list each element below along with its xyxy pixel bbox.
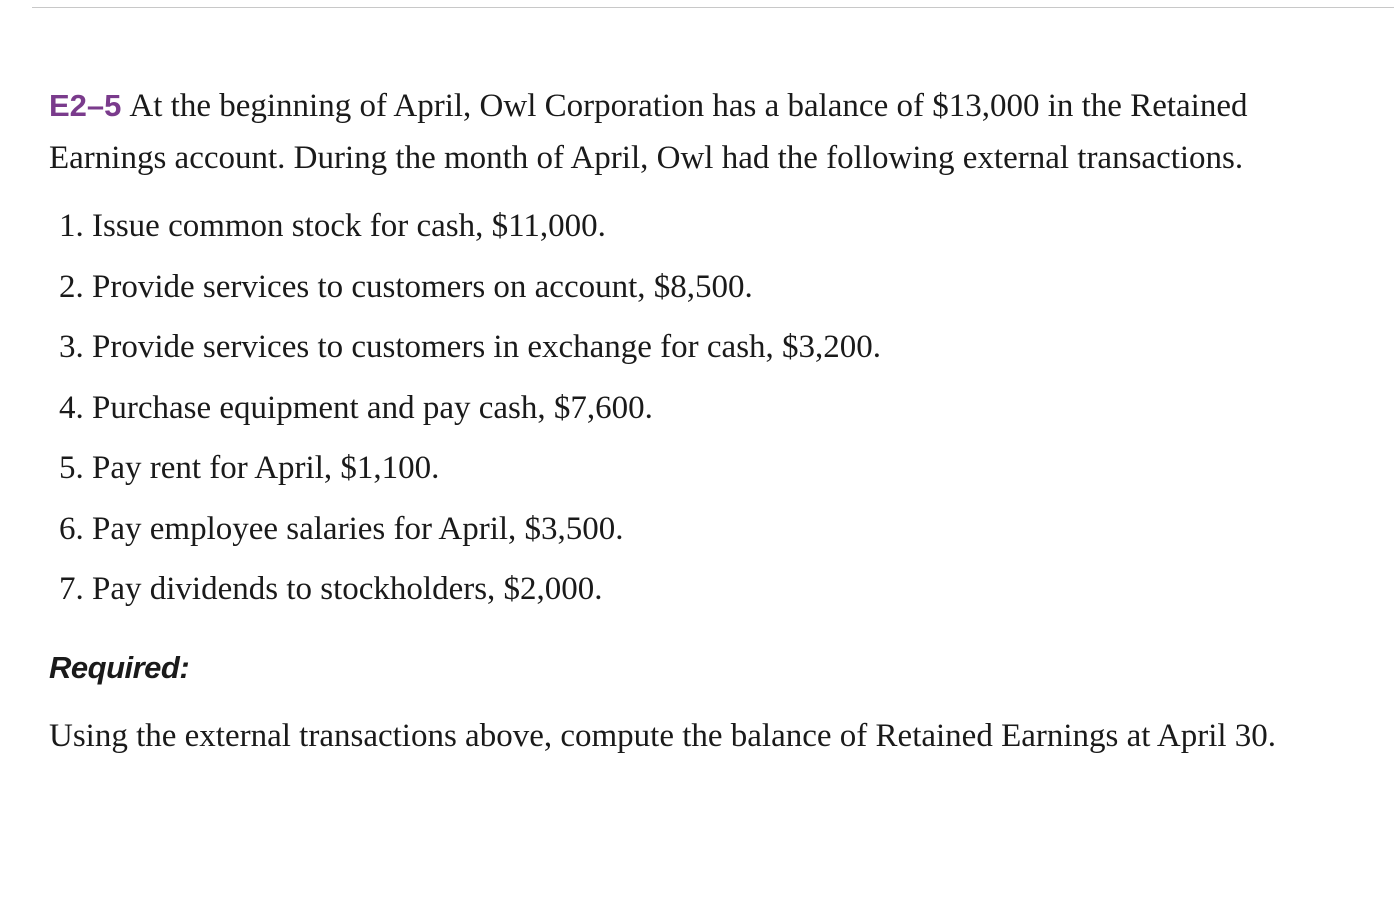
transaction-text: Issue common stock for cash, $11,000. [92,208,606,244]
transaction-text: Provide services to customers in exchange for cash, $3,200. [92,329,882,365]
exercise-container [49,80,1359,762]
transaction-number: 3. [59,329,84,365]
transaction-number: 6. [59,510,84,547]
transaction-item [59,196,1359,257]
transaction-number: 2. [59,268,84,305]
top-divider [32,7,1394,8]
transaction-item [59,438,1359,499]
transaction-text: Pay employee salaries for April, $3,500. [92,510,624,547]
transaction-text: Pay rent for April, $1,100. [92,450,440,486]
transaction-item [59,257,1359,318]
transaction-number: 5. [59,450,84,486]
required-instruction: Using the external transactions above, compute the balance of Retained Earnings at April 30. [49,717,1277,754]
exercise-id: E2–5 [49,88,122,123]
transaction-item [59,317,1359,378]
transaction-item [59,378,1359,439]
transaction-text: Purchase equipment and pay cash, $7,600. [92,389,653,426]
transaction-item [59,559,1359,620]
transaction-text: Pay dividends to stockholders, $2,000. [92,571,603,607]
exercise-intro-text: At the beginning of April, Owl Corporation has a balance of $13,000 in the Retained Earnings account. During the month of April, Owl had the following external transactions. [49,88,1248,176]
transaction-number: 4. [59,389,84,426]
required-heading: Required: [49,649,190,685]
transaction-item [59,499,1359,560]
transactions-list [49,196,1359,620]
transaction-number: 7. [59,571,84,607]
transaction-text: Provide services to customers on account, $8,500. [92,268,753,305]
transaction-number: 1. [59,208,84,244]
exercise-intro [49,80,1359,184]
